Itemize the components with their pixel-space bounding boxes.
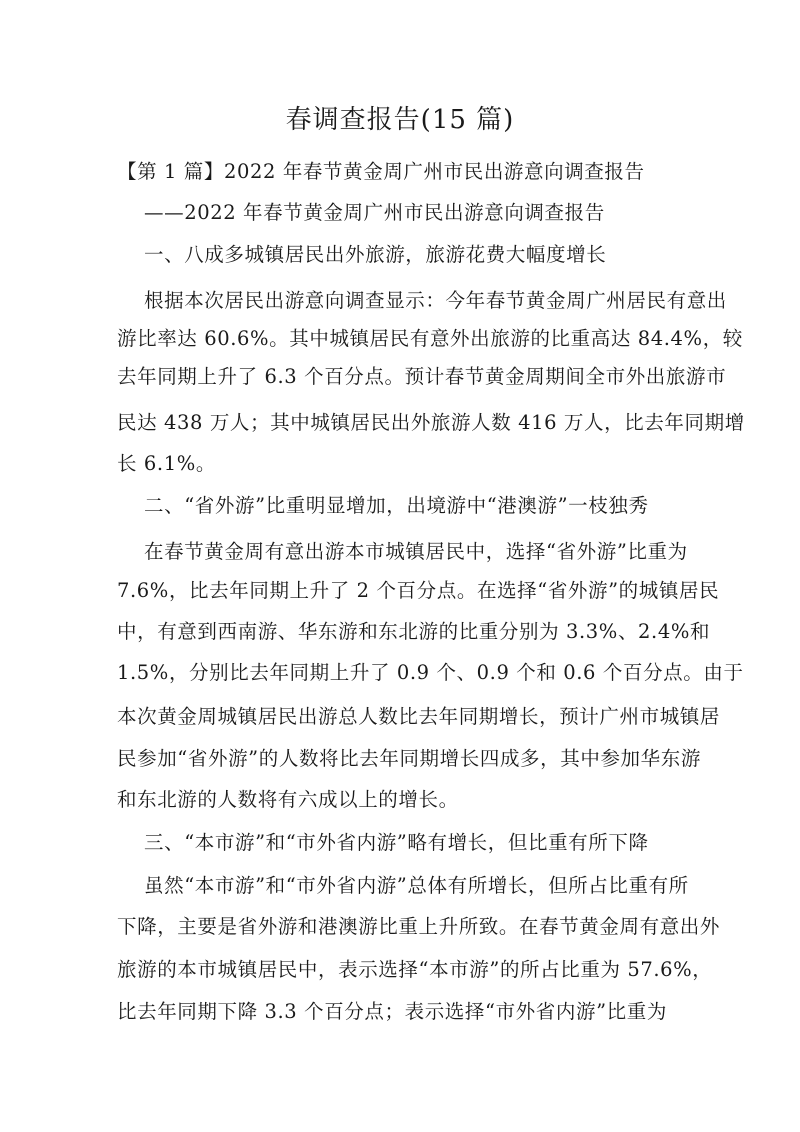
paragraph-line: 根据本次居民出游意向调查显示：今年春节黄金周广州居民有意出: [144, 289, 727, 312]
paragraph-line: 旅游的本市城镇居民中，表示选择“本市游”的所占比重为 57.6%，: [117, 958, 713, 981]
paragraph-line: 游比率达 60.6%。其中城镇居民有意外出旅游的比重高达 84.4%，较: [117, 327, 743, 350]
section-heading-2: 二、“省外游”比重明显增加，出境游中“港澳游”一枝独秀: [144, 494, 649, 517]
section-heading-1: 一、八成多城镇居民出外旅游，旅游花费大幅度增长: [144, 243, 607, 266]
section-heading-3: 三、“本市游”和“市外省内游”略有增长，但比重有所下降: [144, 831, 649, 854]
paragraph-line: 和东北游的人数将有六成以上的增长。: [117, 788, 459, 811]
subtitle-line: ——2022 年春节黄金周广州市民出游意向调查报告: [144, 201, 605, 224]
paragraph-line: 中，有意到西南游、华东游和东北游的比重分别为 3.3%、2.4%和: [117, 620, 711, 643]
document-title: 春调查报告(15 篇): [285, 105, 515, 135]
paragraph-line: 去年同期上升了 6.3 个百分点。预计春节黄金周期间全市外出旅游市: [117, 365, 727, 388]
paragraph-line: 在春节黄金周有意出游本市城镇居民中，选择“省外游”比重为: [144, 540, 688, 563]
paragraph-line: 1.5%，分别比去年同期上升了 0.9 个、0.9 个和 0.6 个百分点。由于: [117, 661, 744, 684]
paragraph-line: 比去年同期下降 3.3 个百分点；表示选择“市外省内游”比重为: [117, 1000, 667, 1023]
paragraph-line: 民达 438 万人；其中城镇居民出外旅游人数 416 万人，比去年同期增: [117, 411, 745, 434]
paragraph-line: 本次黄金周城镇居民出游总人数比去年同期增长，预计广州市城镇居: [117, 705, 721, 728]
paragraph-line: 7.6%，比去年同期上升了 2 个百分点。在选择“省外游”的城镇居民: [117, 579, 720, 602]
paragraph-line: 虽然“本市游”和“市外省内游”总体有所增长，但所占比重有所: [144, 874, 689, 897]
paragraph-line: 长 6.1%。: [117, 452, 216, 475]
paragraph-line: 民参加“省外游”的人数将比去年同期增长四成多，其中参加华东游: [117, 747, 701, 770]
chapter-heading: 【第 1 篇】2022 年春节黄金周广州市民出游意向调查报告: [117, 160, 645, 183]
paragraph-line: 下降，主要是省外游和港澳游比重上升所致。在春节黄金周有意出外: [117, 915, 721, 938]
